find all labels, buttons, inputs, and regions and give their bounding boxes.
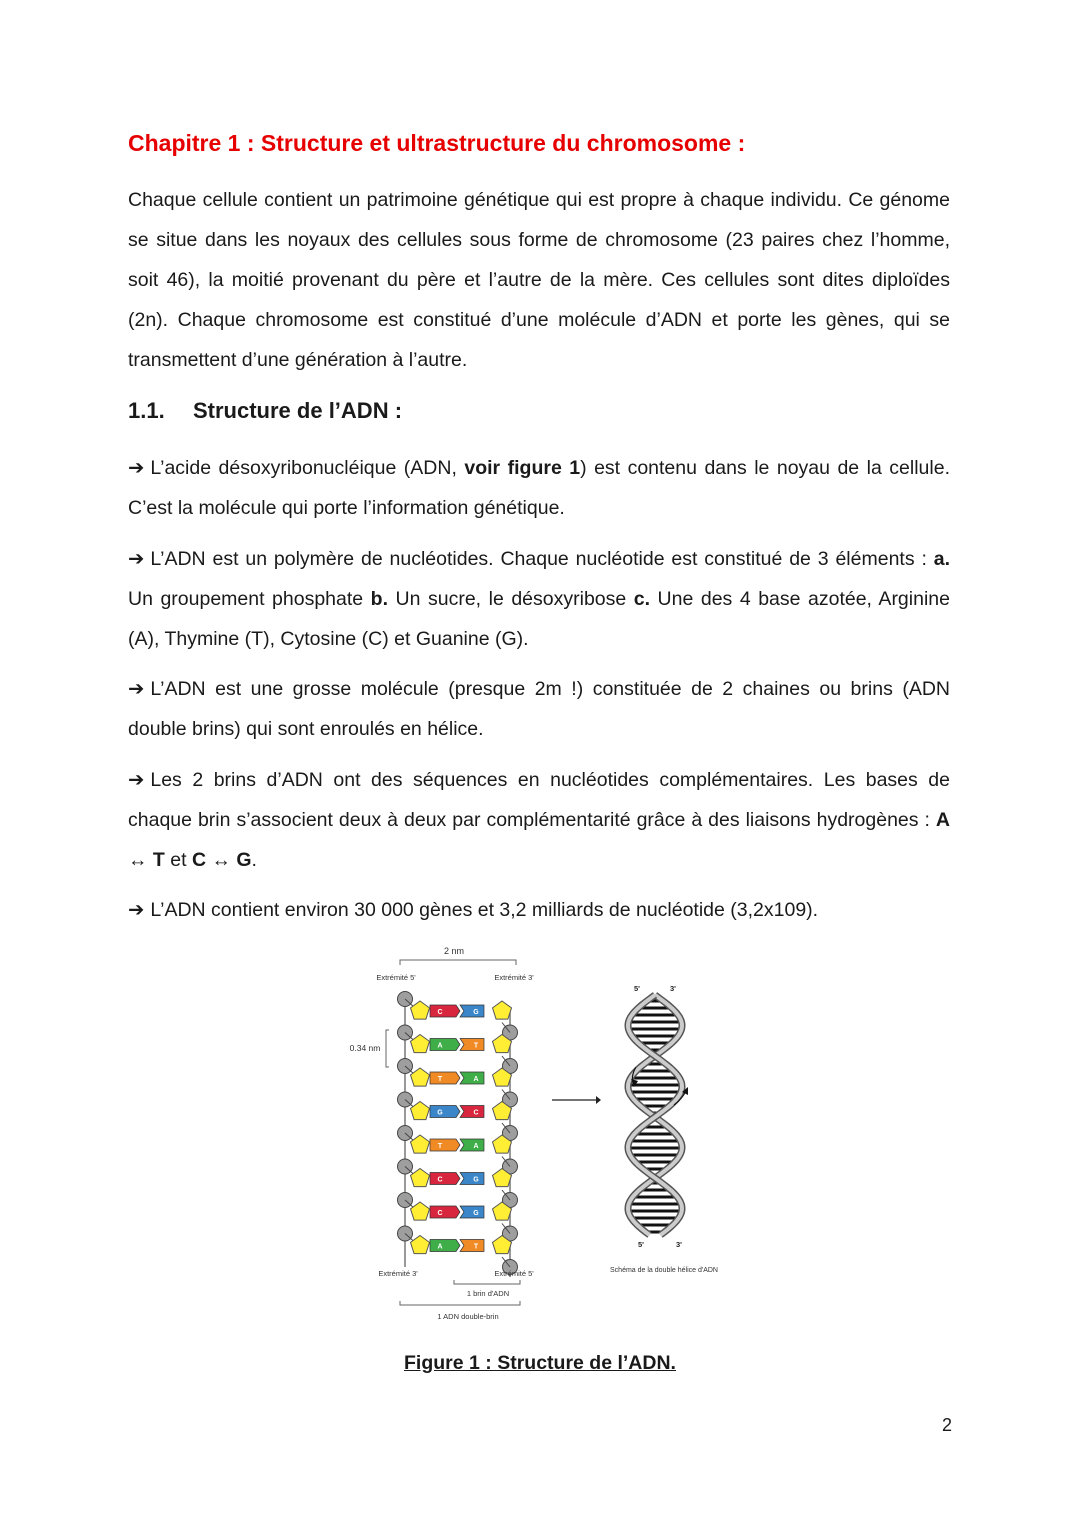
dna-ladder <box>398 992 518 1278</box>
base-letter: G <box>473 1009 479 1016</box>
base-A <box>460 1072 484 1084</box>
base-C <box>430 1173 460 1185</box>
sugar-icon <box>411 1135 430 1153</box>
end-top-left: Extrémité 5' <box>376 973 416 982</box>
arrow-icon: ➔ <box>128 899 145 921</box>
bullet-1-text-end: ) est contenu dans le noyau de la cellule. C’est la molécule qui porte l’information génétique. <box>128 457 950 519</box>
base-C <box>430 1005 460 1017</box>
base-letter: A <box>437 1042 443 1050</box>
arrow-icon: ➔ <box>128 548 145 570</box>
bullet-4 <box>128 760 950 880</box>
item-c-marker: c. <box>633 588 651 610</box>
width-label: 2 nm <box>443 946 465 956</box>
base-letter: C <box>473 1109 479 1117</box>
base-A <box>430 1039 460 1051</box>
base-T <box>430 1139 460 1151</box>
intro-paragraph: Chaque cellule contient un patrimoine génétique qui est propre à chaque individu. Ce génome se situe dans les noyaux des cellules sous forme de chromosome (23 paires chez l’homme, soit 46), la moitié provenant du père et l’autre de la mère. Ces cellules sont dites diploïdes (2n). Chaque chromosome est constitué d’une molécule d’ADN et porte les gènes, qui se transmettent d’une génération à l’autre. <box>128 189 950 371</box>
end-top-right: Extrémité 3' <box>494 973 534 982</box>
pair-a-t: A ↔ T <box>128 809 950 871</box>
base-letter: C <box>437 1176 443 1184</box>
section-title: Structure de l’ADN : <box>193 398 403 423</box>
base-G <box>430 1106 460 1118</box>
spacing-bracket <box>386 1030 389 1067</box>
double-strand-bracket <box>400 1301 520 1305</box>
base-letter: T <box>437 1143 443 1150</box>
base-letter: G <box>473 1210 479 1217</box>
sugar-icon <box>411 1035 430 1053</box>
base-letter: T <box>473 1243 479 1251</box>
arrow-icon: ➔ <box>128 769 145 791</box>
bullet-2 <box>128 539 950 659</box>
base-G <box>460 1173 484 1185</box>
bullet-1 <box>128 448 950 528</box>
arrow-icon: ➔ <box>128 678 145 700</box>
helix-bottom-5: 5' <box>638 1240 644 1249</box>
bullet-5-text: L’ADN contient environ 30 000 gènes et 3,2 milliards de nucléotide (3,2x109). <box>150 899 819 921</box>
helix-caption: Schéma de la double hélice d'ADN <box>610 1267 718 1274</box>
figure-caption: Figure 1 : Structure de l’ADN. <box>404 1352 676 1374</box>
base-letter: A <box>473 1076 479 1083</box>
base-A <box>430 1240 460 1252</box>
base-T <box>430 1072 460 1084</box>
bullet-4-text-mid: et <box>164 849 192 871</box>
base-G <box>460 1206 484 1218</box>
end-bottom-right: Extrémité 5' <box>494 1269 534 1278</box>
transition-arrow-head <box>596 1096 601 1104</box>
double-helix <box>628 995 688 1235</box>
bullet-4-text: Les 2 brins d’ADN ont des séquences en nucléotides complémentaires. Les bases de chaque brin s’associent deux à deux par complémentarité grâce à des liaisons hydrogènes : <box>128 769 950 831</box>
bullet-1-text: L’acide désoxyribonucléique (ADN, <box>150 457 465 479</box>
sugar-icon <box>411 1202 430 1220</box>
sugar-icon <box>411 1169 430 1187</box>
section-heading <box>128 398 402 424</box>
spacing-label: 0.34 nm <box>349 1043 381 1053</box>
bullet-2-text: L’ADN est un polymère de nucléotides. Chaque nucléotide est constitué de 3 éléments : <box>150 548 934 570</box>
bullet-4-text-end: . <box>251 849 257 871</box>
page-number: 2 <box>941 1415 952 1435</box>
bullet-2-text-b: Un sucre, le désoxyribose <box>388 588 634 610</box>
sugar-icon <box>411 1236 430 1254</box>
base-letter: G <box>473 1176 479 1184</box>
sugar-icon <box>411 1068 430 1086</box>
section-number: 1.1. <box>128 398 165 423</box>
base-letter: C <box>437 1009 443 1016</box>
base-A <box>460 1139 484 1151</box>
figure-reference: voir figure 1 <box>464 457 581 479</box>
pair-c-g: C ↔ G <box>191 849 252 871</box>
base-letter: C <box>437 1210 443 1217</box>
base-T <box>460 1039 484 1051</box>
bullet-3 <box>128 669 950 749</box>
arrow-icon: ➔ <box>128 457 145 479</box>
dna-structure-figure <box>330 935 750 1335</box>
base-C <box>460 1106 484 1118</box>
bullet-2-text-c: Une des 4 base azotée, Arginine (A), Thymine (T), Cytosine (C) et Guanine (G). <box>128 588 950 650</box>
base-T <box>460 1240 484 1252</box>
base-letter: G <box>437 1109 443 1117</box>
strand-label: 1 brin d'ADN <box>466 1289 510 1298</box>
helix-strand-b-inner <box>628 995 682 1235</box>
sugar-icon <box>493 1001 512 1019</box>
chapter-title: Chapitre 1 : Structure et ultrastructure du chromosome : <box>128 130 746 156</box>
item-a-marker: a. <box>933 548 950 570</box>
bullet-2-text-a: Un groupement phosphate <box>128 588 371 610</box>
helix-top-5: 5' <box>634 984 640 993</box>
bullet-3-text: L’ADN est une grosse molécule (presque 2m !) constituée de 2 chaines ou brins (ADN double brins) qui sont enroulés en hélice. <box>128 678 950 740</box>
base-G <box>460 1005 484 1017</box>
bullet-5 <box>128 890 950 930</box>
sugar-icon <box>411 1102 430 1120</box>
base-letter: A <box>437 1243 443 1251</box>
base-letter: A <box>473 1143 479 1150</box>
item-b-marker: b. <box>370 588 389 610</box>
base-C <box>430 1206 460 1218</box>
end-bottom-left: Extrémité 3' <box>378 1269 418 1278</box>
width-bracket <box>400 960 516 965</box>
strand-bracket <box>454 1280 520 1284</box>
helix-top-3: 3' <box>670 984 676 993</box>
base-letter: T <box>437 1076 443 1083</box>
base-letter: T <box>473 1042 479 1050</box>
double-strand-label: 1 ADN double-brin <box>437 1312 499 1321</box>
sugar-icon <box>411 1001 430 1019</box>
helix-bottom-3: 3' <box>676 1240 682 1249</box>
